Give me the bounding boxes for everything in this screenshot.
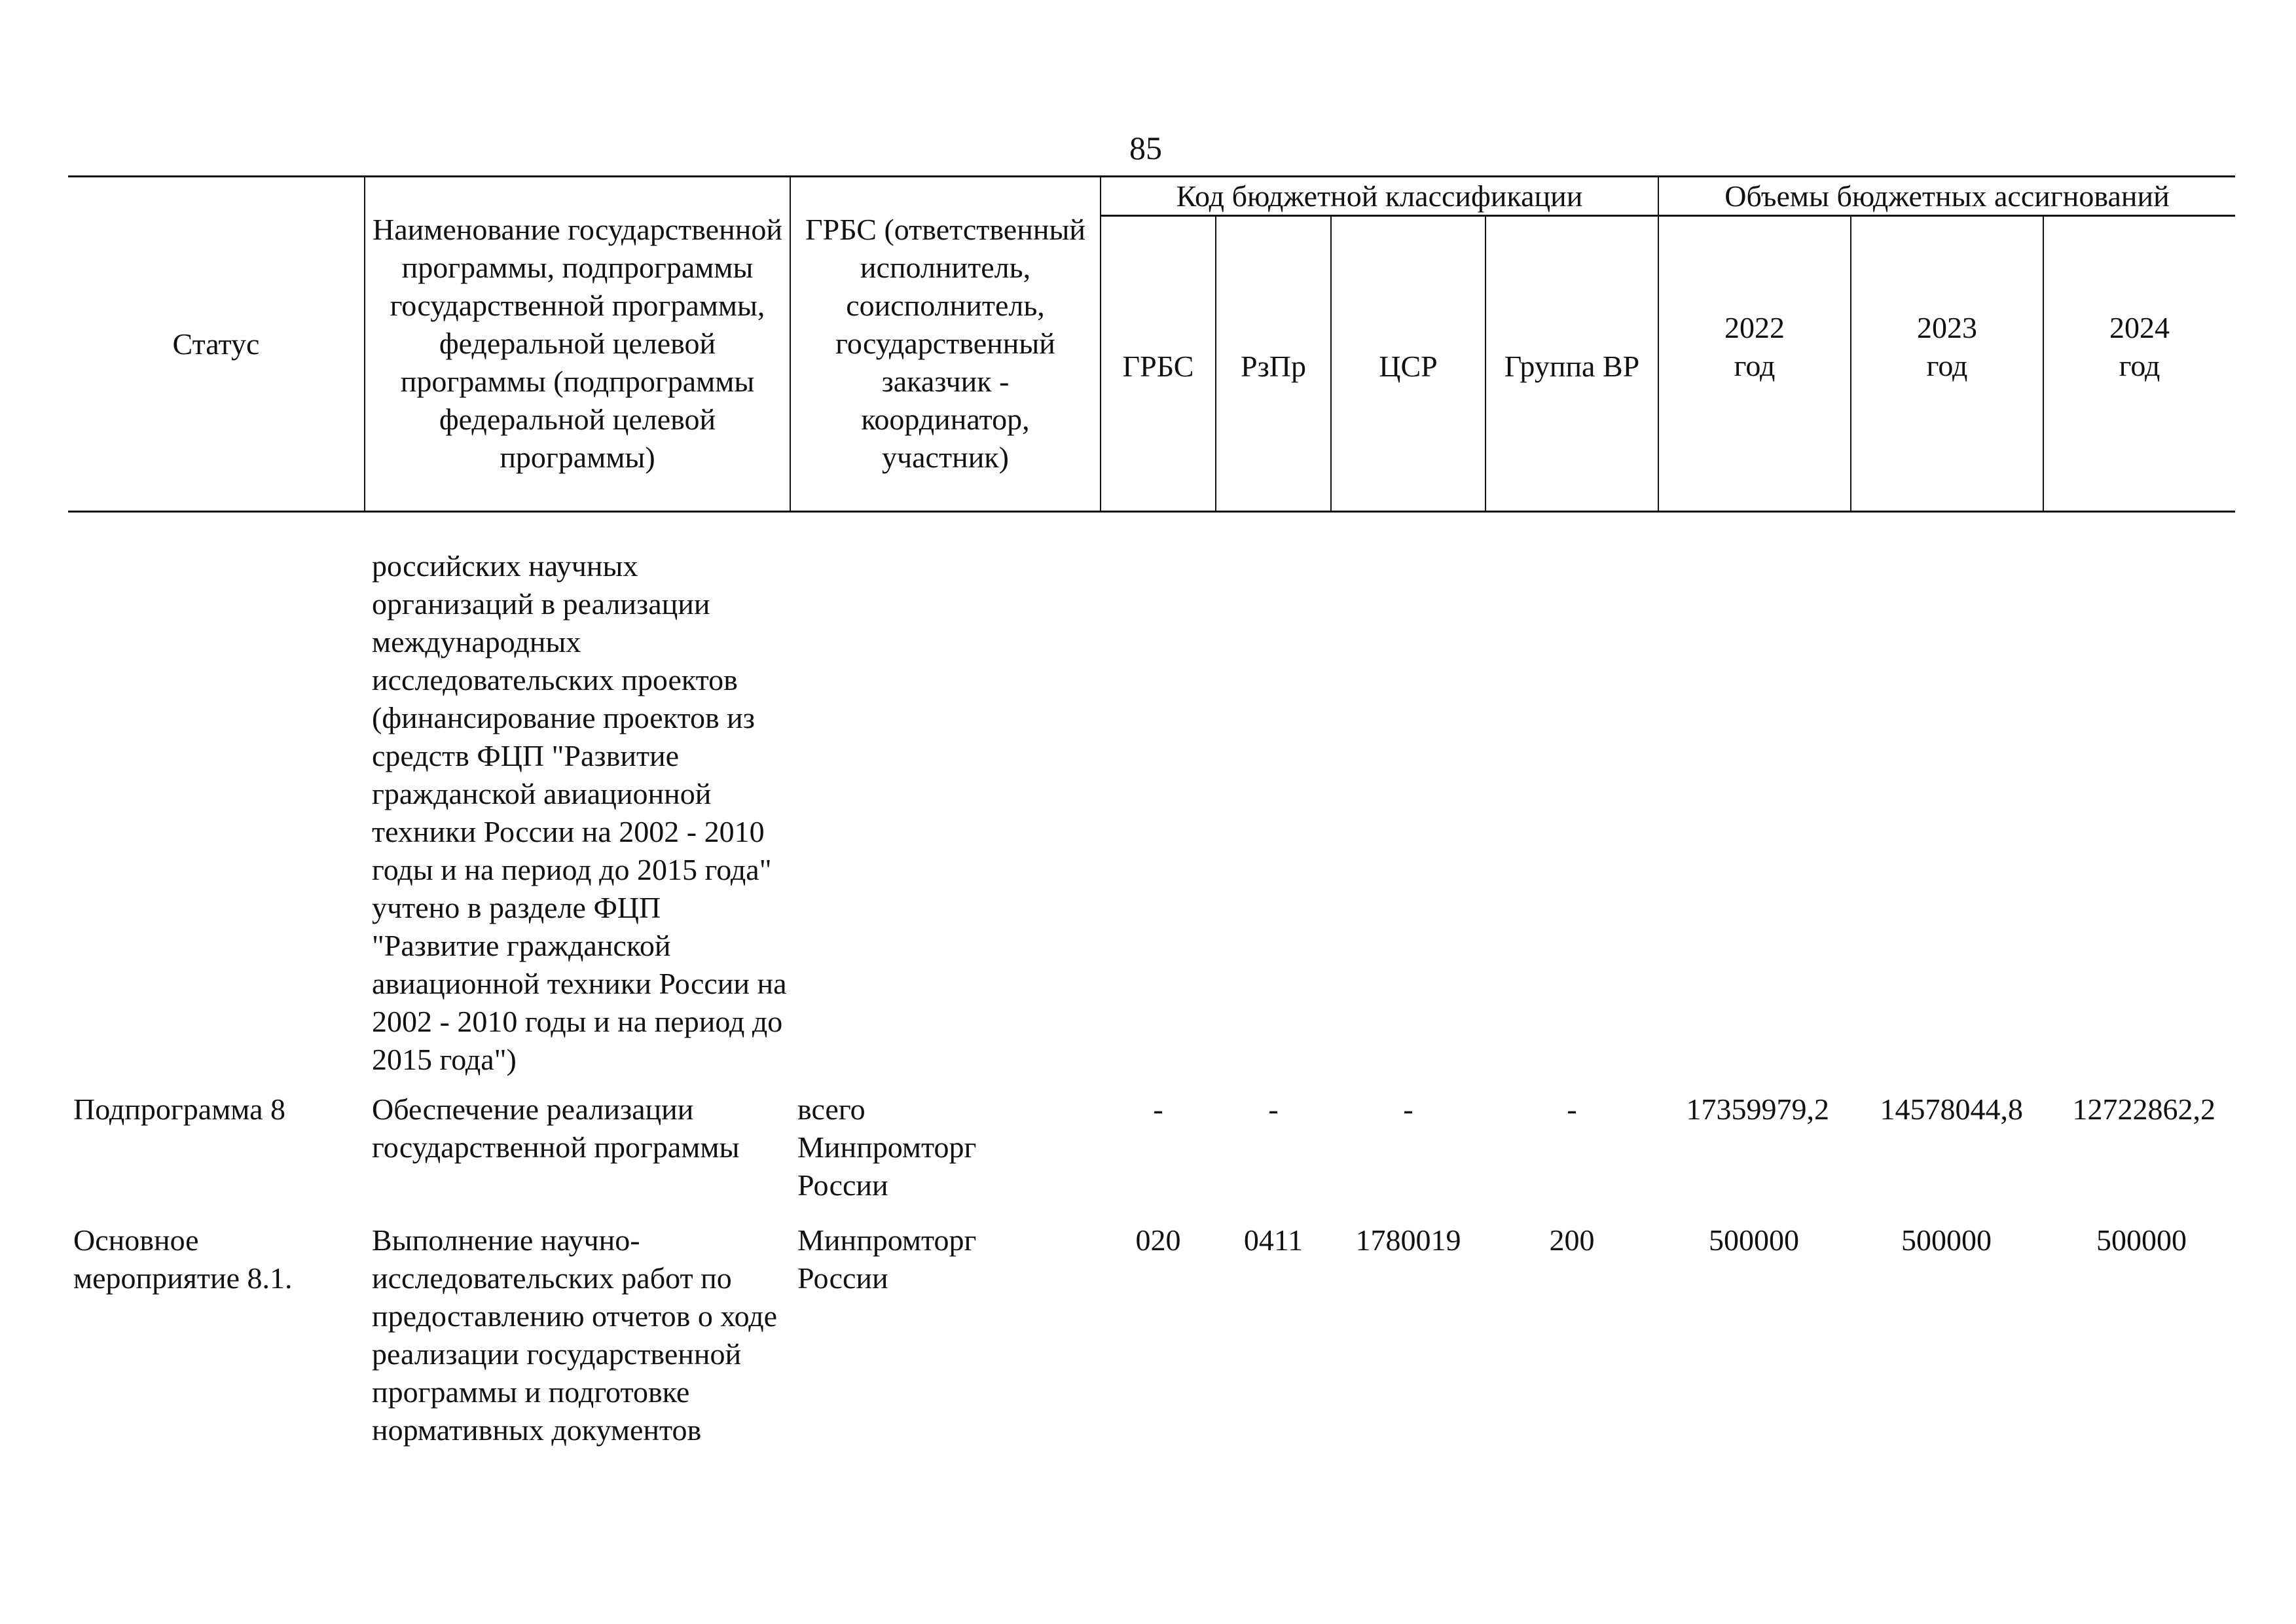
row-grbs: 020 bbox=[1135, 1223, 1181, 1257]
row-y2023: 500000 bbox=[1901, 1223, 1992, 1257]
header-budget-code-group: Код бюджетной классификации bbox=[1176, 179, 1583, 213]
row-y2024: 500000 bbox=[2096, 1223, 2187, 1257]
header-year-2022: 2022 год bbox=[1724, 311, 1785, 382]
header-budget-volume-group: Объемы бюджетных ассигнований bbox=[1724, 179, 2170, 213]
row-status: Основное мероприятие 8.1. bbox=[73, 1223, 293, 1295]
header-name: Наименование государственной программы, подпрограммы государственной программы, федеральной целевой программы (подпрограммы федеральной целевой программы) bbox=[373, 213, 782, 474]
row-grbs-full: Минпромторг России bbox=[797, 1223, 977, 1295]
header-bottom-rule bbox=[68, 511, 2235, 513]
row-grbs-full: всего Минпромторг России bbox=[797, 1092, 977, 1202]
row-status: Подпрограмма 8 bbox=[73, 1092, 286, 1126]
header-rzpr: РзПр bbox=[1241, 350, 1306, 383]
row-grbs: - bbox=[1153, 1092, 1163, 1126]
col-divider bbox=[1850, 216, 1851, 512]
row-csr: - bbox=[1403, 1092, 1413, 1126]
header-year-2024: 2024 год bbox=[2109, 311, 2170, 382]
row-y2024: 12722862,2 bbox=[2072, 1092, 2215, 1126]
row-group-vr: 200 bbox=[1549, 1223, 1595, 1257]
row-name: Выполнение научно-исследовательских работ по предоставлению отчетов о ходе реализации государственной программы и подготовке нормативных документов bbox=[372, 1223, 778, 1447]
header-csr: ЦСР bbox=[1379, 350, 1438, 383]
header-grbs: ГРБС bbox=[1122, 350, 1194, 383]
row-rzpr: - bbox=[1268, 1092, 1279, 1126]
col-divider bbox=[2043, 216, 2044, 512]
row-name: российских научных организаций в реализации международных исследовательских проектов (финансирование проектов из средств ФЦП "Развитие гражданской авиационной техники России на 2002 - 2010 годы и на период до 2015 года" учтено в разделе ФЦП "Развитие гражданской авиационной техники России на 2002 - 2010 годы и на период до 2015 года") bbox=[372, 549, 787, 1076]
page-number: 85 bbox=[1129, 130, 1162, 166]
header-grbs-full: ГРБС (ответственный исполнитель, соисполнитель, государственный заказчик - координатор, участник) bbox=[805, 213, 1085, 474]
header-group-vr: Группа ВР bbox=[1504, 350, 1640, 383]
header-year-2023: 2023 год bbox=[1917, 311, 1977, 382]
row-name: Обеспечение реализации государственной программы bbox=[372, 1092, 740, 1164]
header-status: Статус bbox=[172, 327, 260, 361]
row-y2022: 500000 bbox=[1709, 1223, 1799, 1257]
row-rzpr: 0411 bbox=[1243, 1223, 1303, 1257]
col-divider bbox=[1658, 175, 1659, 512]
row-y2023: 14578044,8 bbox=[1880, 1092, 2023, 1126]
row-y2022: 17359979,2 bbox=[1686, 1092, 1829, 1126]
row-group-vr: - bbox=[1567, 1092, 1577, 1126]
row-csr: 1780019 bbox=[1355, 1223, 1461, 1257]
